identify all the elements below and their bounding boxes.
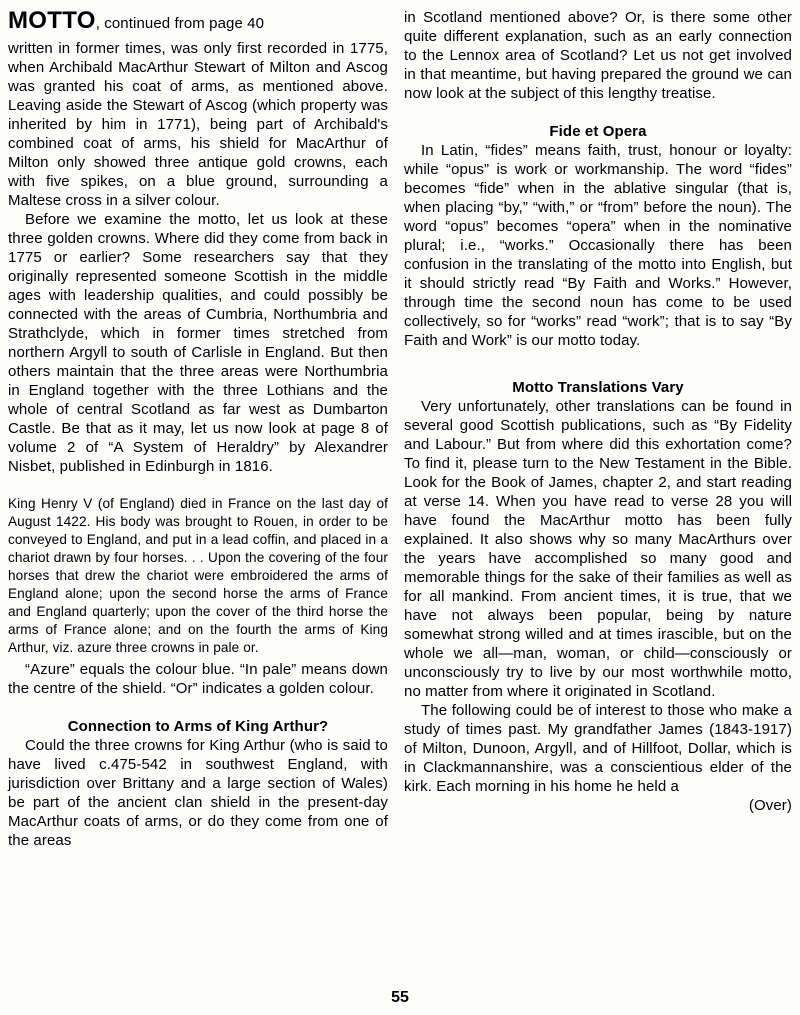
note-paragraph: King Henry V (of England) died in France on the last day of August 1422. His body was brought to Rouen, in order to be conveyed to England, and put in a lead coffin, and placed in a chariot drawn by four horses. . . Upon the covering of the four horses that drew the chariot were embroidered the arms of England alone; upon the second horse the arms of France and England quarterly; upon the cover of the third horse the arms of France alone; and on the fourth the arms of King Arthur, viz. azure three crowns in pale or. bbox=[8, 496, 388, 655]
article-title-line bbox=[8, 8, 388, 37]
paragraph: “Azure” equals the colour blue. “In pale” means down the centre of the shield. “Or” indicates a golden colour. bbox=[8, 661, 388, 697]
section-heading-motto-translations: Motto Translations Vary bbox=[512, 379, 684, 396]
paragraph: Could the three crowns for King Arthur (who is said to have lived c.475-542 in southwest England, with jurisdiction over Brittany and a large section of Wales) be part of the ancient clan shield in the present-day MacArthur coats of arms, or do they come from one of the areas bbox=[8, 737, 388, 849]
page-number: 55 bbox=[391, 989, 409, 1006]
paragraph: The following could be of interest to those who make a study of times past. My grandfather James (1843-1917) of Milton, Dunoon, Argyll, and of Hillfoot, Dollar, which is in Clackmannanshire, was a conscientious elder of the kirk. Each morning in his home he held a bbox=[404, 702, 792, 795]
paragraph: In Latin, “fides” means faith, trust, honour or loyalty: while “opus” is work or workmanship. The word “fides” becomes “fide” when in the ablative singular (that is, when placing “by,” “with,” or “from” before the noun). The word “opus” becomes “opera” when in the nominative plural; i.e., “works.” Occasionally there has been confusion in the translating of the motto into English, but it should strictly read “By Faith and Works.” However, through time the second noun has come to be used collectively, so for “works” read “work”; that is to say “By Faith and Work” is our motto today. bbox=[404, 142, 792, 349]
paragraph: Very unfortunately, other translations can be found in several good Scottish publications, such as “By Fidelity and Labour.” But from where did this exhortation come? To find it, please turn to the New Testament in the Bible. Look for the Book of James, chapter 2, and start reading at verse 14. When you have read to verse 28 you will have found the MacArthur motto has been fully explained. It also shows why so many MacArthurs over the years have accomplished so many good and memorable things for the sake of their families as well as for all mankind. From ancient times, it is true, that we have not always been popular, being by nature somewhat strong willed and at times irascible, but on the whole we all—man, woman, or child—consciously or unconsciously try to live by our most worthwhile motto, no matter from where it originated in Scotland. bbox=[404, 398, 792, 700]
left-column bbox=[8, 8, 388, 850]
section-heading-fide-et-opera: Fide et Opera bbox=[549, 123, 647, 140]
paragraph: in Scotland mentioned above? Or, is there some other quite different explanation, such as an early connection to the Lennox area of Scotland? Let us not get involved in that meantime, but having prepared the ground we can now look at the subject of this lengthy treatise. bbox=[404, 9, 792, 102]
paragraph: Before we examine the motto, let us look at these three golden crowns. Where did they come from back in 1775 or earlier? Some researchers say that they originally represented someone Scottish in the middle ages with leadership qualities, and could possibly be connected with the areas of Cumbria, Northumbria and Strathclyde, which in former times stretched from northern Argyll to south of Carlisle in England. But then others maintain that the three areas were Northumbria in England together with the three Lothians and the whole of central Scotland as far west as Dumbarton Castle. Be that as it may, let us now look at page 8 of volume 2 of “A System of Heraldry” by Alexandrer Nisbet, published in Edinburgh in 1816. bbox=[8, 211, 388, 475]
over-continuation-label: (Over) bbox=[748, 797, 792, 814]
right-column bbox=[404, 8, 792, 850]
two-column-layout bbox=[8, 8, 792, 850]
section-heading-connection-to-arms: Connection to Arms of King Arthur? bbox=[67, 718, 329, 735]
continued-from-note: , continued from page 40 bbox=[95, 15, 265, 32]
paragraph: written in former times, was only first recorded in 1775, when Archibald MacArthur Stewart of Milton and Ascog was granted his coat of arms, as mentioned above. Leaving aside the Stewart of Ascog (which property was inherited by him in 1771), being part of Archibald's combined coat of arms, his shield for MacArthur of Milton only showed three antique gold crowns, each with five spikes, on a blue ground, surrounding a Maltese cross in a silver colour. bbox=[8, 40, 388, 209]
article-title: MOTTO bbox=[8, 7, 96, 34]
